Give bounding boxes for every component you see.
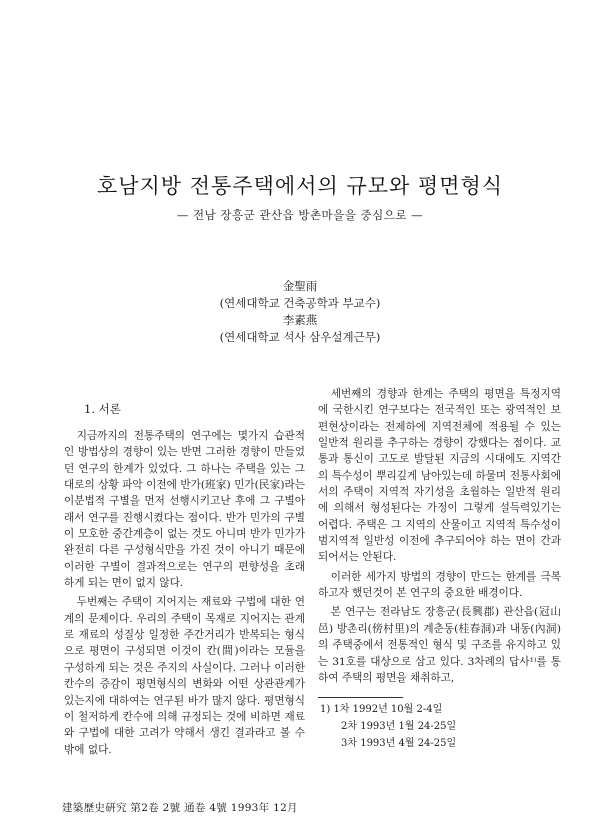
- author-name-1: 金聖雨: [282, 279, 318, 293]
- left-column: [64, 428, 305, 761]
- footnote: 2차 1993년 1월 24-25일: [341, 721, 457, 732]
- paper-subtitle: — 전남 장흥군 관산읍 방촌마을을 중심으로 —: [176, 208, 424, 222]
- body-paragraph: 세번째의 경향과 한계는 주택의 평면을 특정지역에 국한시킨 연구보다는 전국적인 또는 광역적인 보편현상이라는 전제하에 지역전체에 적용될 수 있는 일반적 원리를 추구하는 경향이 강했다는 점이다. 교통과 통신이 고도로 발달된 지금의 시대에도 지역간의 특수성이 뿌리깊게 남아있는데 하물며 전통사회에서의 주택이 지역적 자기성을 초월하는 일반적 원리에 의해서 형성된다는 가정이 그렇게 설득력있기는 어렵다. 주택은 그 지역의 산물이고 지역적 특수성이 범지역적 일반성 이전에 추구되어야 하는 면이 간과되어서는 안된다.: [318, 388, 561, 564]
- right-column: [318, 386, 561, 689]
- body-paragraph: 본 연구는 전라남도 장흥군(長興郡) 관산읍(冠山邑) 방촌리(傍村里)의 계춘동(桂春洞)과 내동(內洞)의 주택중에서 전통적인 형식 및 구조를 유지하고 있는 31호를 대상으로 삼고 있다. 3차례의 답사¹⁾를 통하여 주택의 평면을 채취하고,: [318, 606, 561, 684]
- author-name-2: 李素燕: [282, 313, 318, 327]
- author-affiliation-2: (연세대학교 석사 삼우설계근무): [219, 330, 381, 344]
- footnotes: [320, 701, 456, 752]
- footnote: 3차 1993년 4월 24-25일: [341, 738, 457, 749]
- author-affiliation-1: (연세대학교 건축공학과 부교수): [219, 296, 381, 310]
- footnote-divider: [318, 697, 403, 698]
- section-heading: 1. 서론: [84, 402, 121, 416]
- footnote: 1) 1차 1992년 10월 2-4일: [320, 704, 443, 715]
- body-paragraph: 지금까지의 전통주택의 연구에는 몇가지 습관적인 방법상의 경향이 있는 반면 그러한 경향이 만들었던 연구의 한계가 있었다. 그 하나는 주택을 있는 그대로의 상황 파악 이전에 반가(班家) 민가(民家)라는 이분법적 구별을 먼저 선행시키고난 후에 그 구별아래서 연구를 진행시켰다는 점이다. 반가 민가의 구별이 모호한 중간계층이 없는 것도 아니며 반가 민가가 완전히 다른 구성형식만을 가진 것이 아니기 때문에 이러한 구별이 결과적으로는 연구의 편향성을 초래하게 되는 면이 없지 않다.: [64, 430, 305, 590]
- journal-citation: 建築歷史硏究 第2卷 2號 通卷 4號 1993年 12月: [62, 802, 298, 814]
- body-paragraph: 두번째는 주택이 지어지는 재료와 구법에 대한 연계의 문제이다. 우리의 주택이 목재로 지어지는 관계로 재료의 성질상 일정한 주간거리가 반복되는 형식으로 평면이 구성되면 이것이 칸(間)이라는 모듈을 구성하게 되는 것은 주지의 사실이다. 그러나 이러한 칸수의 증감이 평면형식의 변화와 어떤 상관관계가 있는지에 대하여는 연구된 바가 많지 않다. 평면형식이 철저하게 칸수에 의해 규정되는 것에 비하면 재료와 구법에 대한 고려가 약해서 생긴 결과라고 볼 수 밖에 없다.: [64, 596, 305, 756]
- paper-title: 호남지방 전통주택에서의 규모와 평면형식: [96, 174, 504, 198]
- body-paragraph: 이러한 세가지 방법의 경향이 만드는 한계를 극복하고자 했던것이 본 연구의 중요한 배경이다.: [318, 570, 561, 600]
